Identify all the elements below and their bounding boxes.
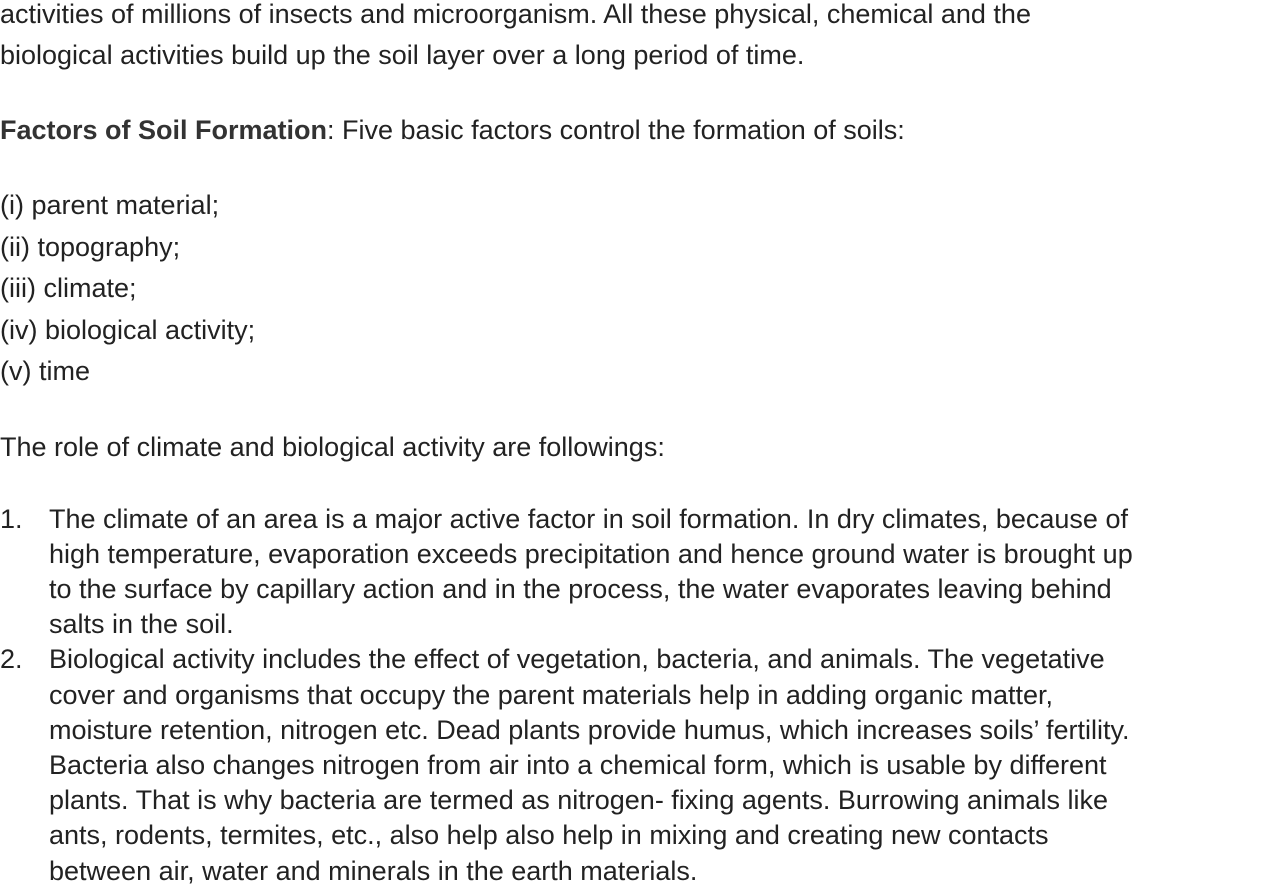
factors-list (0, 185, 1273, 393)
role-line: high temperature, evaporation exceeds precipitation and hence ground water is brought up (49, 538, 1133, 569)
role-line: plants. That is why bacteria are termed as nitrogen- fixing agents. Burrowing animals like (49, 785, 1109, 816)
factor-item: (v) time (0, 356, 90, 386)
factors-heading-text: : Five basic factors control the formation of soils: (327, 115, 905, 145)
roles-list (0, 502, 1273, 889)
factors-heading-paragraph (0, 110, 1273, 151)
list-number: 2. (0, 644, 23, 675)
role-item-biological (0, 642, 1273, 888)
role-line: Biological activity includes the effect of vegetation, bacteria, and animals. The vegetative (49, 644, 1105, 675)
factor-item: (iii) climate; (0, 273, 137, 303)
role-intro-paragraph: The role of climate and biological activity are followings: (0, 431, 665, 462)
role-line: The climate of an area is a major active factor in soil formation. In dry climates, because of (49, 503, 1128, 534)
intro-paragraph (0, 0, 1273, 76)
factor-item: (iv) biological activity; (0, 314, 256, 345)
intro-line-2: biological activities build up the soil layer over a long period of time. (0, 40, 805, 70)
factors-heading-title: Factors of Soil Formation (0, 115, 328, 145)
factor-item: (ii) topography; (0, 231, 181, 262)
list-number: 1. (0, 503, 23, 534)
factor-item: (i) parent material; (0, 190, 220, 220)
intro-line-1: activities of millions of insects and microorganism. All these physical, chemical and the (0, 0, 1031, 29)
role-line: Bacteria also changes nitrogen from air into a chemical form, which is usable by different (49, 749, 1107, 780)
role-item-climate (0, 502, 1273, 643)
role-line: between air, water and minerals in the earth materials. (49, 855, 698, 886)
role-line: to the surface by capillary action and in the process, the water evaporates leaving behind (49, 573, 1112, 604)
role-line: ants, rodents, termites, etc., also help also help in mixing and creating new contacts (49, 820, 1049, 851)
role-line: salts in the soil. (49, 609, 234, 640)
role-line: moisture retention, nitrogen etc. Dead plants provide humus, which increases soils’ fertility. (49, 714, 1130, 745)
role-line: cover and organisms that occupy the parent materials help in adding organic matter, (49, 679, 1054, 710)
